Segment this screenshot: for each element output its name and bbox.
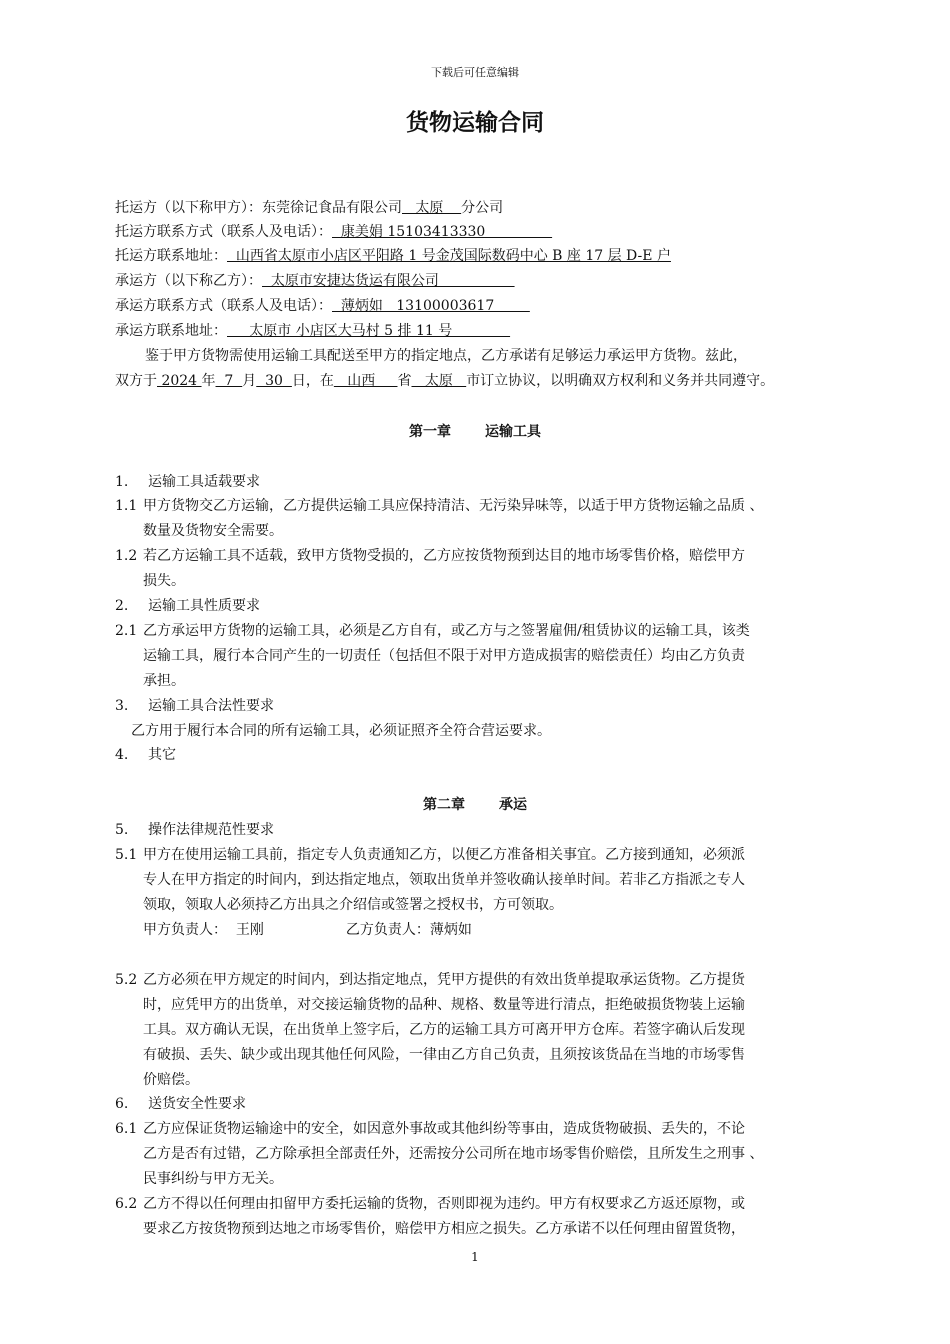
preamble-line-2 (115, 371, 774, 391)
clause-text: 时，应凭甲方的出货单，对交接运输货物的品种、规格、数量等进行清点，拒绝破损货物装上运输 (143, 997, 745, 1013)
preamble-text: 月 (242, 373, 257, 389)
party-b-rep-name: 薄炳如 (429, 922, 472, 938)
item-number: 5. (115, 822, 129, 838)
sign-month: 7 (215, 373, 243, 389)
item-heading: 运输工具性质要求 (148, 598, 260, 614)
chapter-name: 承运 (499, 797, 527, 813)
carrier-address-line (115, 321, 510, 341)
clause-text: 乙方承运甲方货物的运输工具，必须是乙方自有，或乙方与之签署雇佣/租赁协议的运输工具，该类 (143, 623, 750, 639)
clause-text: 工具。双方确认无误，在出货单上签字后，乙方的运输工具方可离开甲方仓库。若签字确认后发现 (143, 1022, 745, 1038)
carrier-contact: 薄炳如 13100003617 (332, 298, 530, 314)
item-number: 6.2 (115, 1196, 138, 1212)
item-heading: 送货安全性要求 (148, 1096, 246, 1112)
shipper-suffix: 分公司 (461, 200, 504, 216)
item-number: 1. (115, 474, 129, 490)
clause-text: 数量及货物安全需要。 (143, 523, 283, 539)
party-a-rep-label: 甲方负责人： (143, 922, 227, 938)
clause-text: 乙方应保证货物运输途中的安全，如因意外事故或其他纠纷等事由，造成货物破损、丢失的，不论 (143, 1121, 745, 1137)
item-number: 1.1 (115, 498, 138, 514)
chapter-number: 第二章 (423, 797, 465, 813)
shipper-contact-label: 托运方联系方式（联系人及电话）： (115, 224, 332, 240)
clause-text: 损失。 (143, 573, 185, 589)
carrier-address: 太原市 小店区大马村 5 排 11 号 (227, 323, 511, 339)
clause-text: 民事纠纷与甲方无关。 (143, 1171, 283, 1187)
clause-text: 专人在甲方指定的时间内，到达指定地点，领取出货单并签收确认接单时间。若非乙方指派之专人 (143, 872, 745, 888)
item-number: 6.1 (115, 1121, 138, 1137)
item-number: 4. (115, 747, 129, 763)
clause-text: 运输工具，履行本合同产生的一切责任（包括但不限于对甲方造成损害的赔偿责任）均由乙方负责 (143, 648, 745, 664)
clause-text: 有破损、丢失、缺少或出现其他任何风险，一律由乙方自己负责，且须按该货品在当地的市场零售 (143, 1047, 745, 1063)
item-number: 5.1 (115, 847, 138, 863)
preamble-text: 省 (397, 373, 412, 389)
item-heading: 操作法律规范性要求 (148, 822, 274, 838)
item-number: 1.2 (115, 548, 138, 564)
chapter-number: 第一章 (409, 424, 451, 440)
shipper-contact-line (115, 222, 552, 242)
shipper-address-line (115, 246, 671, 266)
carrier-line (115, 271, 515, 291)
carrier-address-label: 承运方联系地址： (115, 323, 227, 339)
item-heading: 运输工具合法性要求 (148, 698, 274, 714)
item-number: 2. (115, 598, 129, 614)
preamble-line-1: 鉴于甲方货物需使用运输工具配送至甲方的指定地点，乙方承诺有足够运力承运甲方货物。兹此， (145, 348, 747, 364)
preamble-text: 日，在 (291, 373, 334, 389)
clause-text: 乙方必须在甲方规定的时间内，到达指定地点，凭甲方提供的有效出货单提取承运货物。乙方提货 (143, 972, 745, 988)
chapter-2-heading (0, 795, 950, 815)
clause-text: 乙方用于履行本合同的所有运输工具，必须证照齐全符合营运要求。 (131, 723, 551, 739)
clause-text: 价赔偿。 (143, 1072, 199, 1088)
carrier-contact-label: 承运方联系方式（联系人及电话）： (115, 298, 332, 314)
sign-province: 山西 (333, 373, 398, 389)
clause-text: 领取，领取人必须持乙方出具之介绍信或签署之授权书，方可领取。 (143, 897, 563, 913)
shipper-address-label: 托运方联系地址： (115, 248, 227, 264)
shipper-address: 山西省太原市小店区平阳路 1 号金茂国际数码中心 B 座 17 层 D-E 户 (227, 248, 671, 264)
sign-day: 30 (256, 373, 292, 389)
item-number: 5.2 (115, 972, 138, 988)
item-number: 6. (115, 1096, 129, 1112)
clause-text: 乙方是否有过错，乙方除承担全部责任外，还需按分公司所在地市场零售价赔偿，且所发生之刑事 、 (143, 1146, 764, 1162)
item-heading: 运输工具适载要求 (148, 474, 260, 490)
party-a-rep-name: 王刚 (235, 922, 264, 938)
shipper-line (115, 198, 503, 218)
shipper-city: 太原 (402, 200, 462, 216)
page-header: 下载后可任意编辑 (431, 66, 519, 79)
preamble-text: 年 (201, 373, 216, 389)
carrier-contact-line (115, 296, 530, 316)
preamble-text: 双方于 (115, 373, 157, 389)
shipper-label: 托运方（以下称甲方）：东莞徐记食品有限公司 (115, 200, 402, 216)
party-b-rep-label: 乙方负责人： (345, 922, 430, 938)
item-heading: 其它 (148, 747, 176, 763)
signatories-line (143, 920, 472, 940)
chapter-name: 运输工具 (485, 424, 541, 440)
clause-text: 承担。 (143, 673, 185, 689)
item-number: 3. (115, 698, 129, 714)
carrier-name: 太原市安捷达货运有限公司 (262, 273, 515, 289)
clause-text: 甲方在使用运输工具前，指定专人负责通知乙方，以便乙方准备相关事宜。乙方接到通知，必须派 (143, 847, 745, 863)
carrier-label: 承运方（以下称乙方）： (115, 273, 262, 289)
chapter-1-heading (0, 422, 950, 442)
clause-text: 甲方货物交乙方运输，乙方提供运输工具应保持清洁、无污染异味等，以适于甲方货物运输之品质 、 (143, 498, 764, 514)
preamble-text: 市订立协议，以明确双方权利和义务并共同遵守。 (466, 373, 775, 389)
clause-text: 乙方不得以任何理由扣留甲方委托运输的货物，否则即视为违约。甲方有权要求乙方返还原物，或 (143, 1196, 745, 1212)
item-number: 2.1 (115, 623, 138, 639)
document-title: 货物运输合同 (406, 109, 544, 136)
sign-year: 2024 (157, 373, 202, 389)
clause-text: 要求乙方按货物预到达地之市场零售价，赔偿甲方相应之损失。乙方承诺不以任何理由留置货物， (143, 1221, 745, 1237)
shipper-contact: 康美娟 15103413330 (332, 224, 553, 240)
sign-city: 太原 (411, 373, 467, 389)
page-number: 1 (471, 1250, 479, 1264)
clause-text: 若乙方运输工具不适载，致甲方货物受损的，乙方应按货物预到达目的地市场零售价格，赔偿甲方 (143, 548, 745, 564)
